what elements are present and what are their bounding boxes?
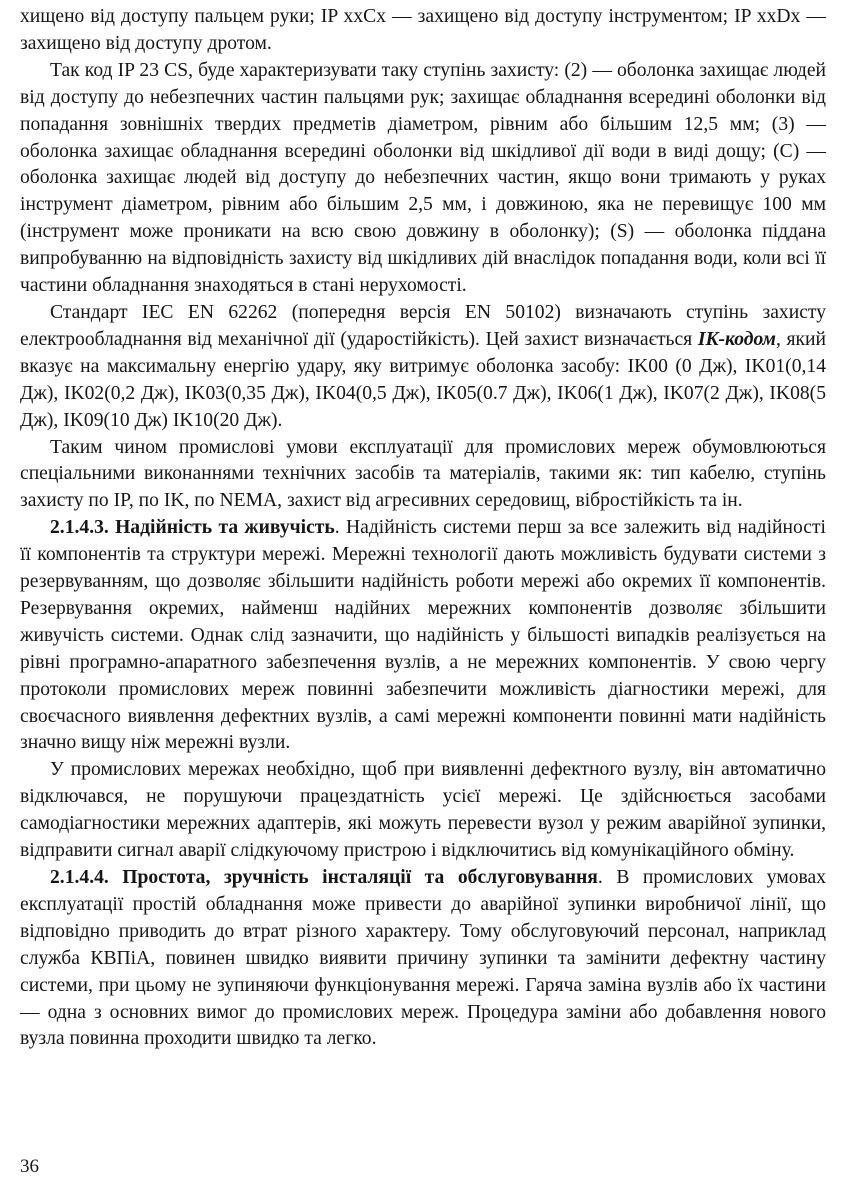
page-number: 36 (20, 1156, 39, 1177)
paragraph-ik-code (20, 300, 826, 435)
section-heading-installation: 2.1.4.4. Простота, зручність інсталяції та обслуговування (50, 867, 598, 888)
paragraph-ip-continuation (20, 4, 826, 58)
paragraph-text: Так код IP 23 CS, буде характеризувати таку ступінь захисту: (2) — оболонка захищає людей від доступу до небезпечних частин пальцями рук; захищає обладнання всередині оболонки від попадання зовнішніх твердих предметів діаметром, рівним або більшим 12,5 мм; (3) — оболонка захищає обладнання всередині оболонки від шкідливої дії води в виді дощу; (C) — оболонка захищає людей від доступу до небезпечних частин, якщо вони тримають у руках інструмент діаметром, рівним або більшим 2,5 мм, і довжиною, яка не перевищує 100 мм (інструмент може проникати на всю свою довжину в оболонку); (S) — оболонка піддана випробуванню на відповідність захисту від шкідливих дій внаслідок попадання води, коли всі її частини обладнання знаходяться в стані нерухомості. (20, 59, 826, 297)
paragraph-fault-isolation (20, 757, 826, 865)
paragraph-text: Таким чином промислові умови експлуатації для промислових мереж обумовлюються спеціальними виконаннями технічних засобів та матеріалів, такими як: тип кабелю, ступінь захисту по IP, по IK, по NEMA, захист від агресивних середовищ, вібростійкість та ін. (20, 436, 826, 512)
paragraph-text: , який вказує на максимальну енергію удару, яку витримує оболонка засобу: IK00 (0 Дж), IK01(0,14 Дж), IK02(0,2 Дж), IK03(0,35 Дж), IK04(0,5 Дж), IK05(0.7 Дж), IK06(1 Дж), IK07(2 Дж), IK08(5 Дж), IK09(10 Дж) IK10(20 Дж). (20, 328, 826, 431)
ik-code-term: IK-кодом (697, 328, 776, 350)
page-text (20, 4, 826, 1053)
paragraph-text: У промислових мережах необхідно, щоб при виявленні дефектного вузлу, він автоматично відключався, не порушуючи працездатність усієї мережі. Це здійснюється засобами самодіагностики мережних адаптерів, які можуть перевести вузол у режим аварійної зупинки, відправити сигнал аварії слідкуючому пристрою і відключитись від комунікаційного обміну. (20, 759, 826, 862)
paragraph-industrial-conditions (20, 435, 826, 516)
paragraph-ip23cs-explanation (20, 58, 826, 300)
section-reliability (20, 515, 826, 757)
paragraph-text: Стандарт IEC EN 62262 (попередня версія EN 50102) визначають ступінь захисту електрообладнання від механічної дії (ударостійкість). Цей захист визначається (20, 301, 826, 350)
section-installation (20, 865, 826, 1053)
paragraph-text: . Надійність системи перш за все залежить від надійності її компонентів та структури мережі. Мережні технології дають можливість будувати системи з резервуванням, що дозволяє збільшити надійність роботи мережі або окремих її компонентів. Резервування окремих, найменш надійних мережних компонентів дозволяє збільшити живучість системи. Однак слід зазначити, що надійність у більшості випадків реалізується на рівні програмно-апаратного забезпечення вузлів, а не мережних компонентів. У свою чергу протоколи промислових мереж повинні забезпечити можливість діагностики мережі, для своєчасного виявлення дефектних вузлів, а самі мережні компоненти повинні мати надійність значно вищу ніж мережні вузли. (20, 517, 826, 754)
paragraph-text: . В промислових умовах експлуатації простій обладнання може привести до аварійної зупинки виробничої лінії, що відповідно приводить до втрат різного характеру. Тому обслуговуючий персонал, наприклад служба КВПіА, повинен швидко виявити причину зупинки та замінити дефектну частину системи, при цьому не зупиняючи функціонування мережі. Гаряча заміна вузлів або їх частини — одна з основних вимог до промислових мереж. Процедура заміни або добавлення нового вузла повинна проходити швидко та легко. (20, 867, 827, 1050)
section-heading-reliability: 2.1.4.3. Надійність та живучість (50, 517, 335, 539)
paragraph-text: хищено від доступу пальцем руки; IP xxCx — захищено від доступу інструментом; IP xxDx — захищено від доступу дротом. (20, 6, 826, 54)
